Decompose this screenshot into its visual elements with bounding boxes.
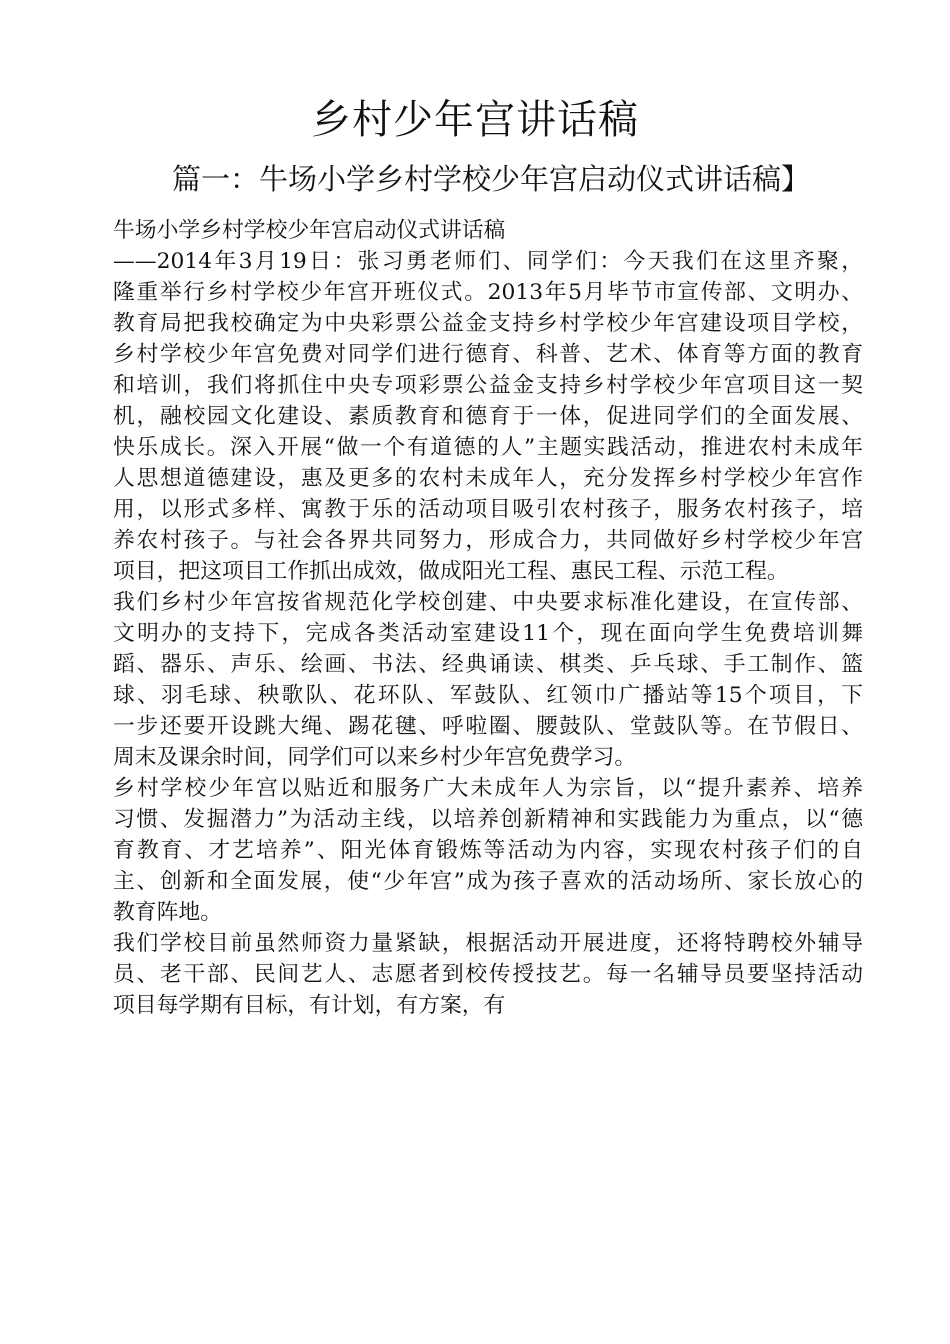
body-line: 一步还要开设跳大绳、踢花毽、呼啦圈、腰鼓队、堂鼓队等。在节假日、 bbox=[113, 714, 863, 739]
body-line: 隆重举行乡村学校少年宫开班仪式。2013年5月毕节市宣传部、文明办、 bbox=[113, 280, 863, 305]
body-line: ——2014年3月19日：张习勇老师们、同学们：今天我们在这里齐聚， bbox=[113, 249, 863, 274]
body-line: 员、老干部、民间艺人、志愿者到校传授技艺。每一名辅导员要坚持活动 bbox=[113, 962, 863, 987]
body-line: 快乐成长。深入开展“做一个有道德的人”主题实践活动，推进农村未成年 bbox=[113, 435, 863, 460]
body-line: 和培训，我们将抓住中央专项彩票公益金支持乡村学校少年宫项目这一契 bbox=[113, 373, 863, 398]
body-line: 教育阵地。 bbox=[113, 900, 222, 925]
body-line: 球、羽毛球、秧歌队、花环队、军鼓队、红领巾广播站等15个项目，下 bbox=[113, 683, 863, 708]
section-subtitle: 篇一：牛场小学乡村学校少年宫启动仪式讲话稿】 bbox=[172, 162, 811, 196]
body-line: 用，以形式多样、寓教于乐的活动项目吸引农村孩子，服务农村孩子，培 bbox=[113, 497, 863, 522]
body-line: 主、创新和全面发展，使“少年宫”成为孩子喜欢的活动场所、家长放心的 bbox=[113, 869, 863, 894]
body-line: 项目每学期有目标，有计划，有方案，有 bbox=[113, 993, 506, 1018]
body-line: 蹈、器乐、声乐、绘画、书法、经典诵读、棋类、乒乓球、手工制作、篮 bbox=[113, 652, 863, 677]
body-line: 养农村孩子。与社会各界共同努力，形成合力，共同做好乡村学校少年宫 bbox=[113, 528, 863, 553]
body-line: 人思想道德建设，惠及更多的农村未成年人，充分发挥乡村学校少年宫作 bbox=[113, 466, 863, 491]
body-line: 文明办的支持下，完成各类活动室建设11个，现在面向学生免费培训舞 bbox=[113, 621, 863, 646]
body-line: 教育局把我校确定为中央彩票公益金支持乡村学校少年宫建设项目学校， bbox=[113, 311, 863, 336]
body-line: 育教育、才艺培养”、阳光体育锻炼等活动为内容，实现农村孩子们的自 bbox=[113, 838, 863, 863]
body-line: 牛场小学乡村学校少年宫启动仪式讲话稿 bbox=[113, 218, 506, 243]
body-line: 周末及课余时间，同学们可以来乡村少年宫免费学习。 bbox=[113, 745, 637, 770]
body-line: 我们学校目前虽然师资力量紧缺，根据活动开展进度，还将特聘校外辅导 bbox=[113, 931, 863, 956]
page-title: 乡村少年宫讲话稿 bbox=[311, 97, 639, 143]
body-line: 乡村学校少年宫免费对同学们进行德育、科普、艺术、体育等方面的教育 bbox=[113, 342, 863, 367]
document-body bbox=[113, 215, 863, 1021]
body-line: 习惯、发掘潜力”为活动主线，以培养创新精神和实践能力为重点，以“德 bbox=[113, 807, 863, 832]
body-line: 项目，把这项目工作抓出成效，做成阳光工程、惠民工程、示范工程。 bbox=[113, 559, 789, 584]
body-line: 机，融校园文化建设、素质教育和德育于一体，促进同学们的全面发展、 bbox=[113, 404, 863, 429]
body-line: 乡村学校少年宫以贴近和服务广大未成年人为宗旨，以“提升素养、培养 bbox=[113, 776, 863, 801]
body-line: 我们乡村少年宫按省规范化学校创建、中央要求标准化建设，在宣传部、 bbox=[113, 590, 863, 615]
